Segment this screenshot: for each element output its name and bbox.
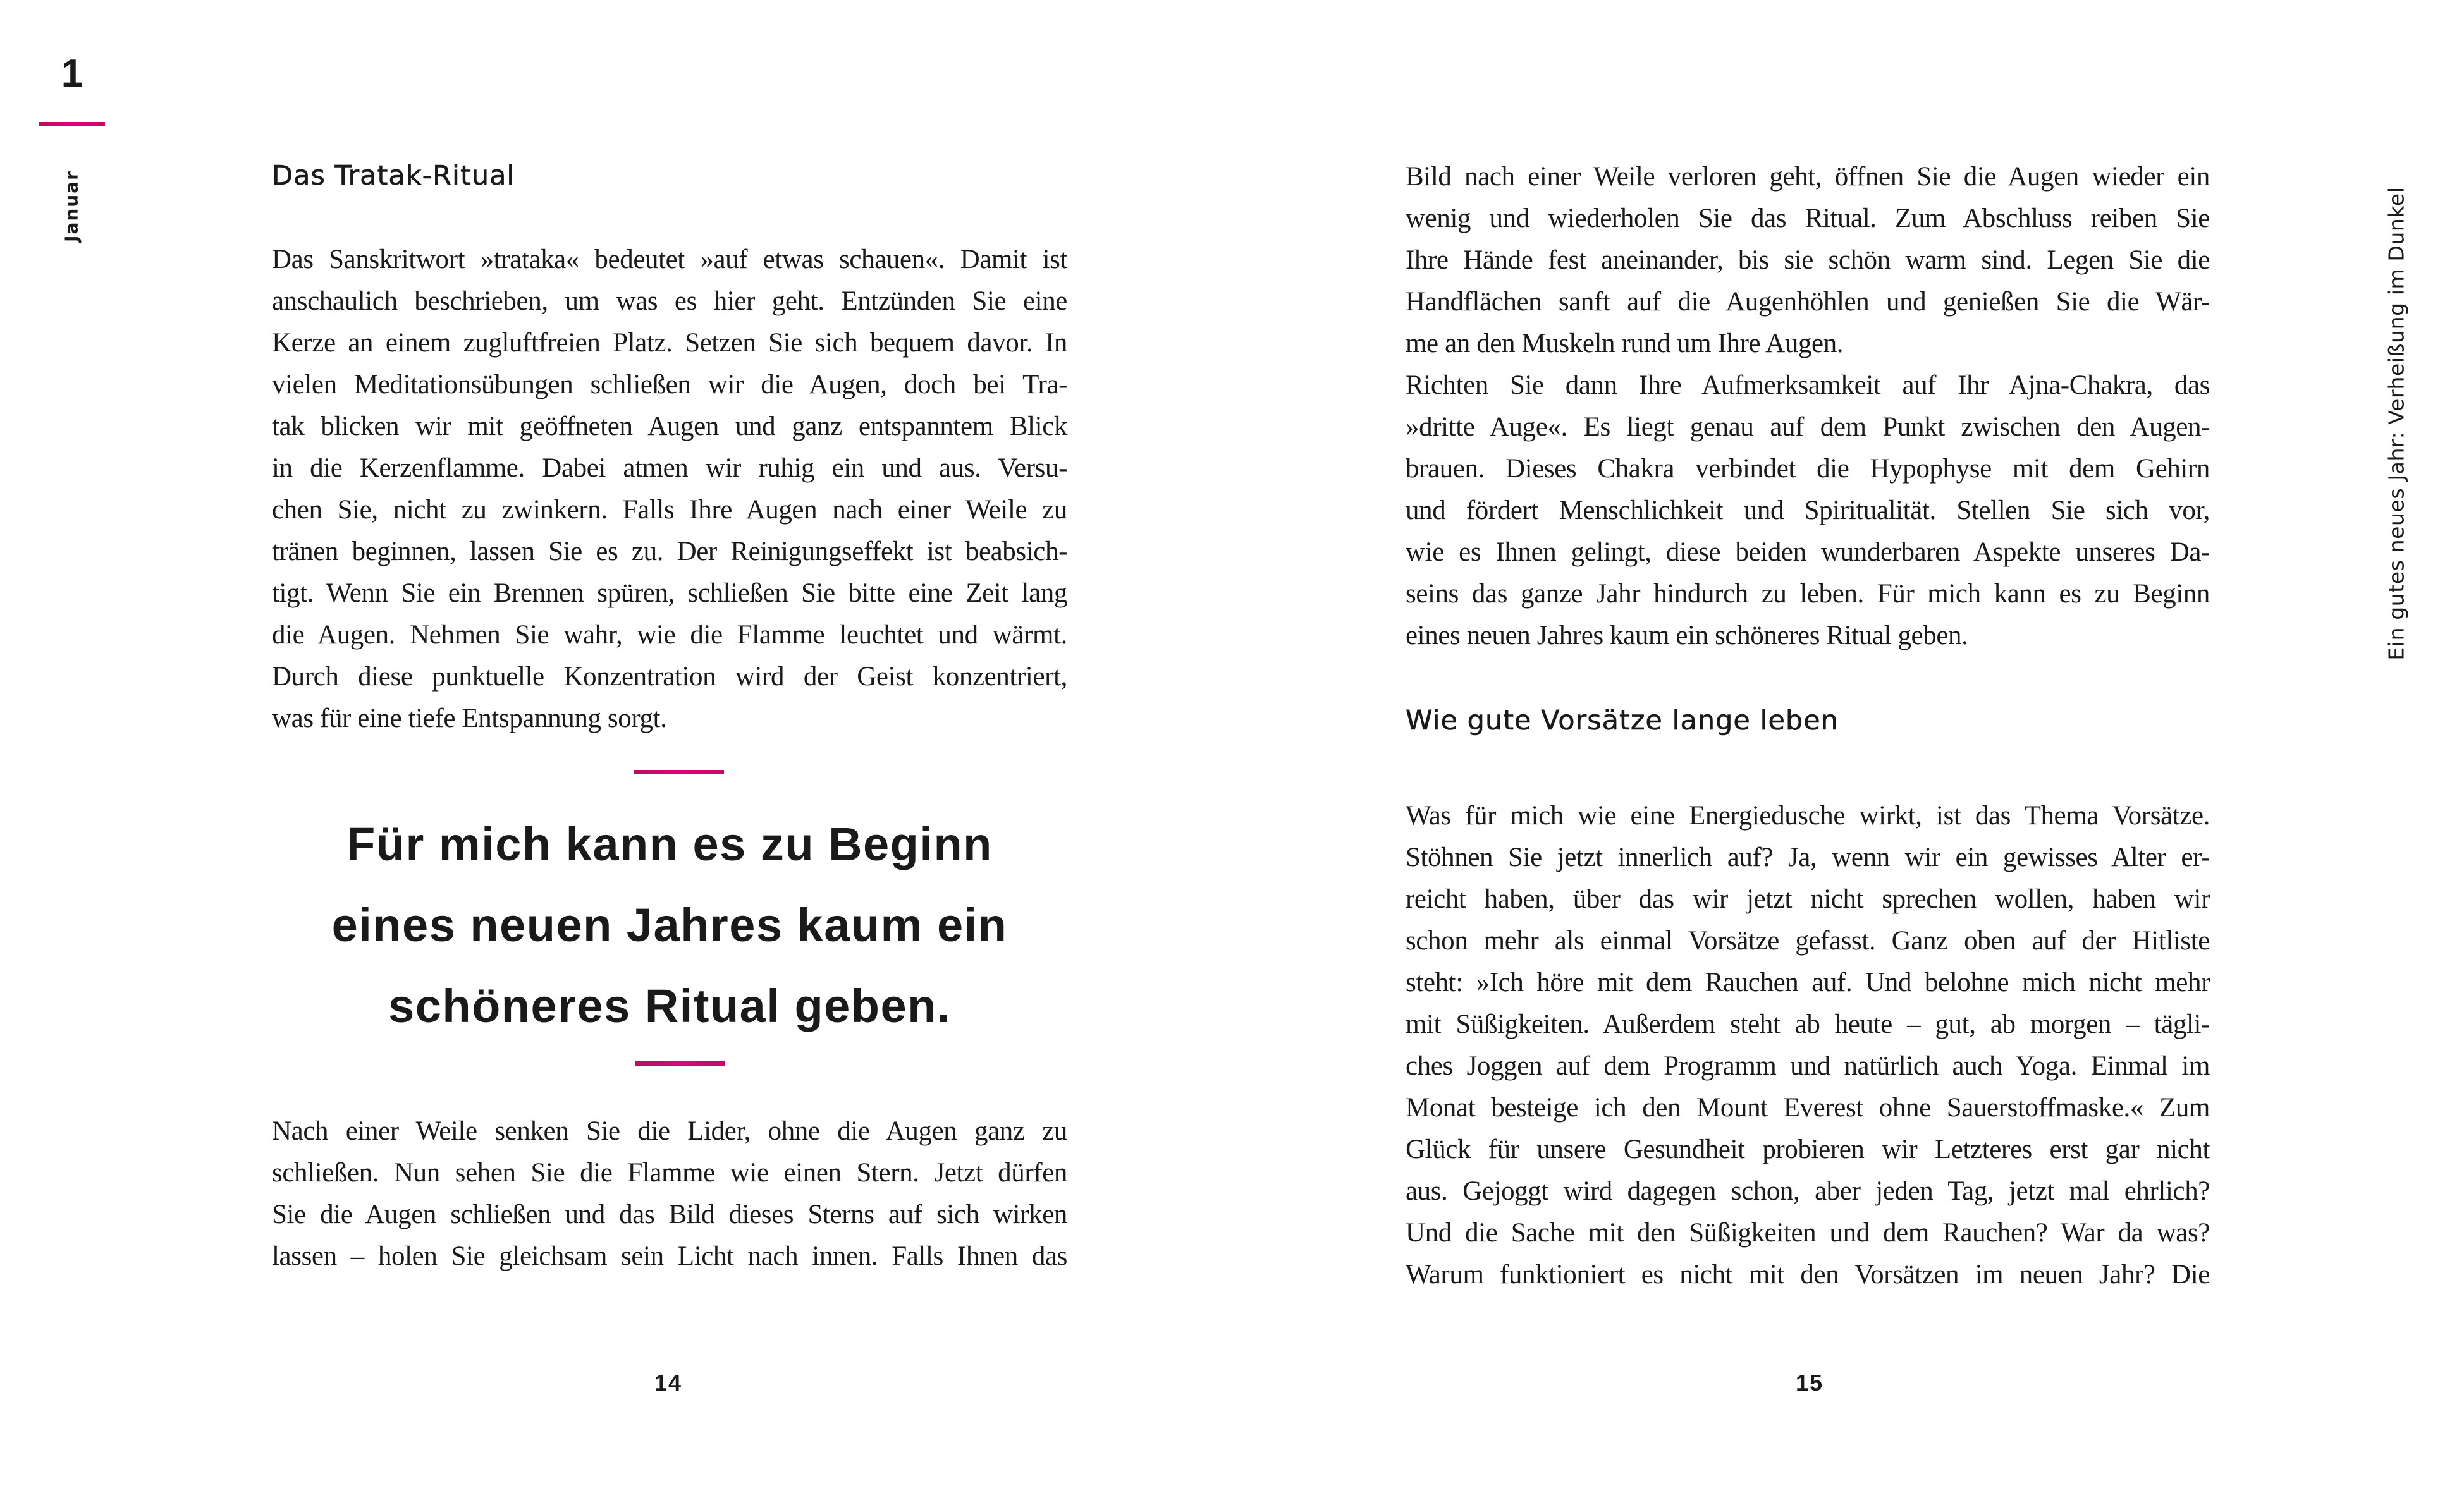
text-line: vielen Meditationsübungen schließen wir die Augen, doch bei Tra- — [272, 370, 1067, 399]
text-line: Stöhnen Sie jetzt innerlich auf? Ja, wenn wir ein gewisses Alter er- — [1406, 843, 2210, 872]
page-number-left: 14 — [654, 1370, 683, 1396]
quote-line: Für mich kann es zu Beginn — [346, 818, 993, 870]
text-line: eines neuen Jahres kaum ein schöneres Ritual geben. — [1406, 621, 1968, 650]
text-line: Durch diese punktuelle Konzentration wird der Geist konzentriert, — [272, 662, 1067, 692]
text-line: Nach einer Weile senken Sie die Lider, ohne die Augen ganz zu — [272, 1116, 1067, 1146]
text-line: Sie die Augen schließen und das Bild dieses Sterns auf sich wirken — [272, 1200, 1067, 1229]
text-line: »dritte Auge«. Es liegt genau auf dem Punkt zwischen den Augen- — [1406, 412, 2210, 442]
text-line: Monat besteige ich den Mount Everest ohne Sauerstoffmaske.« Zum — [1406, 1093, 2210, 1123]
month-label: Januar — [61, 170, 82, 242]
quote-line: eines neuen Jahres kaum ein — [331, 899, 1008, 951]
text-line: schließen. Nun sehen Sie die Flamme wie einen Stern. Jetzt dürfen — [272, 1158, 1067, 1188]
text-line: aus. Gejoggt wird dagegen schon, aber jeden Tag, jetzt mal ehrlich? — [1406, 1176, 2210, 1206]
text-line: Handflächen sanft auf die Augenhöhlen und genießen Sie die Wär- — [1406, 287, 2210, 317]
text-line: anschaulich beschrieben, um was es hier geht. Entzünden Sie eine — [272, 286, 1067, 316]
text-line: mit Süßigkeiten. Außerdem steht ab heute – gut, ab morgen – tägli- — [1406, 1009, 2210, 1039]
text-line: lassen – holen Sie gleichsam sein Licht nach innen. Falls Ihnen das — [272, 1241, 1067, 1271]
text-line: Ihre Hände fest aneinander, bis sie schön warm sind. Legen Sie die — [1406, 245, 2210, 275]
paragraph-vorsaetze — [1406, 795, 2210, 1296]
text-line: steht: »Ich höre mit dem Rauchen auf. Und belohne mich nicht mehr — [1406, 968, 2210, 997]
text-line: chen Sie, nicht zu zwinkern. Falls Ihre Augen nach einer Weile zu — [272, 495, 1067, 525]
chapter-number: 1 — [61, 52, 83, 95]
text-line: tak blicken wir mit geöffneten Augen und ganz entspanntem Blick — [272, 411, 1067, 441]
running-head: Ein gutes neues Jahr: Verheißung im Dunkel — [2384, 186, 2409, 661]
text-line: tigt. Wenn Sie ein Brennen spüren, schließen Sie bitte eine Zeit lang — [272, 578, 1067, 608]
text-line: me an den Muskeln rund um Ihre Augen. — [1406, 329, 1844, 358]
paragraph-ritual-ending — [1406, 156, 2210, 657]
text-line: schon mehr als einmal Vorsätze gefasst. Ganz oben auf der Hitliste — [1406, 926, 2210, 956]
text-line: Das Sanskritwort »trataka« bedeutet »auf etwas schauen«. Damit ist — [272, 245, 1067, 274]
text-line: wie es Ihnen gelingt, diese beiden wunderbaren Aspekte unseres Da- — [1406, 537, 2210, 567]
text-line: in die Kerzenflamme. Dabei atmen wir ruhig ein und aus. Versu- — [272, 453, 1067, 483]
text-line: die Augen. Nehmen Sie wahr, wie die Flamme leuchtet und wärmt. — [272, 620, 1067, 650]
text-line: was für eine tiefe Entspannung sorgt. — [272, 704, 667, 733]
text-line: brauen. Dieses Chakra verbindet die Hypophyse mit dem Gehirn — [1406, 454, 2210, 484]
page-number-right: 15 — [1795, 1370, 1824, 1396]
text-line: Kerze an einem zugluftfreien Platz. Setzen Sie sich bequem davor. In — [272, 328, 1067, 358]
text-line: ches Joggen auf dem Programm und natürlich auch Yoga. Einmal im — [1406, 1051, 2210, 1081]
text-line: Glück für unsere Gesundheit probieren wir Letzteres erst gar nicht — [1406, 1135, 2210, 1164]
text-line: Richten Sie dann Ihre Aufmerksamkeit auf Ihr Ajna-Chakra, das — [1406, 370, 2210, 400]
text-line: seins das ganze Jahr hindurch zu leben. Für mich kann es zu Beginn — [1406, 579, 2210, 609]
text-line: und fördert Menschlichkeit und Spiritualität. Stellen Sie sich vor, — [1406, 496, 2210, 525]
text-line: Was für mich wie eine Energiedusche wirkt, ist das Thema Vorsätze. — [1406, 801, 2210, 831]
text-line: wenig und wiederholen Sie das Ritual. Zum Abschluss reiben Sie — [1406, 204, 2210, 233]
section-heading-tratak: Das Tratak-Ritual — [272, 160, 515, 192]
quote-line: schöneres Ritual geben. — [388, 980, 951, 1032]
text-line: reicht haben, über das wir jetzt nicht sprechen wollen, haben wir — [1406, 884, 2210, 914]
text-line: Warum funktioniert es nicht mit den Vorsätzen im neuen Jahr? Die — [1406, 1260, 2210, 1289]
text-line: Bild nach einer Weile verloren geht, öffnen Sie die Augen wieder ein — [1406, 162, 2210, 192]
text-line: tränen beginnen, lassen Sie es zu. Der Reinigungseffekt ist beabsich- — [272, 537, 1067, 566]
section-heading-vorsaetze: Wie gute Vorsätze lange leben — [1406, 705, 1839, 736]
text-line: Und die Sache mit den Süßigkeiten und dem Rauchen? War da was? — [1406, 1218, 2210, 1248]
